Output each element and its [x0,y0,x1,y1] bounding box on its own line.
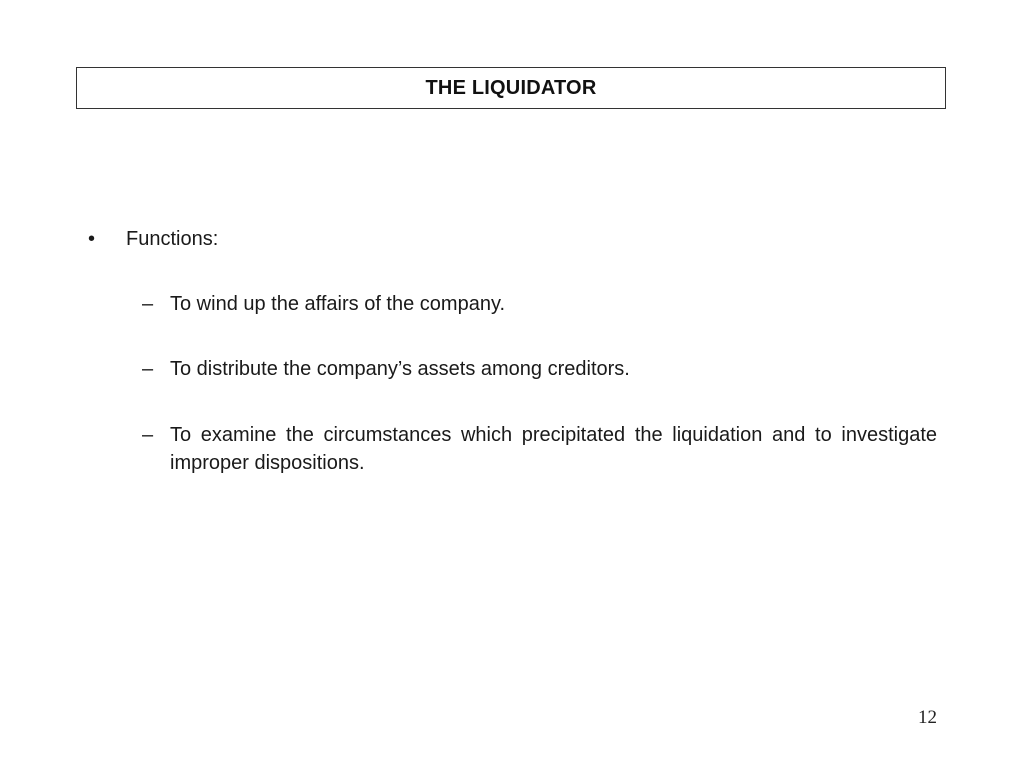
sub-item-examine [142,421,937,477]
bullet-marker: • [88,228,96,250]
slide-title: THE LIQUIDATOR [425,76,597,99]
sub-item-distribute [142,355,937,383]
dash-marker: – [142,358,154,380]
sub-item-text: To wind up the affairs of the company. [170,293,506,315]
sub-item-text: To distribute the company’s assets among creditors. [170,358,630,380]
sub-item-text: To examine the circumstances which precipitated the liquidation and to investigate improper dispositions. [170,424,937,474]
dash-marker: – [142,424,154,446]
bullet-functions [88,226,218,252]
dash-marker: – [142,293,154,315]
page-number: 12 [918,707,937,728]
bullet-label: Functions: [126,228,219,250]
sub-item-wind-up [142,290,937,318]
